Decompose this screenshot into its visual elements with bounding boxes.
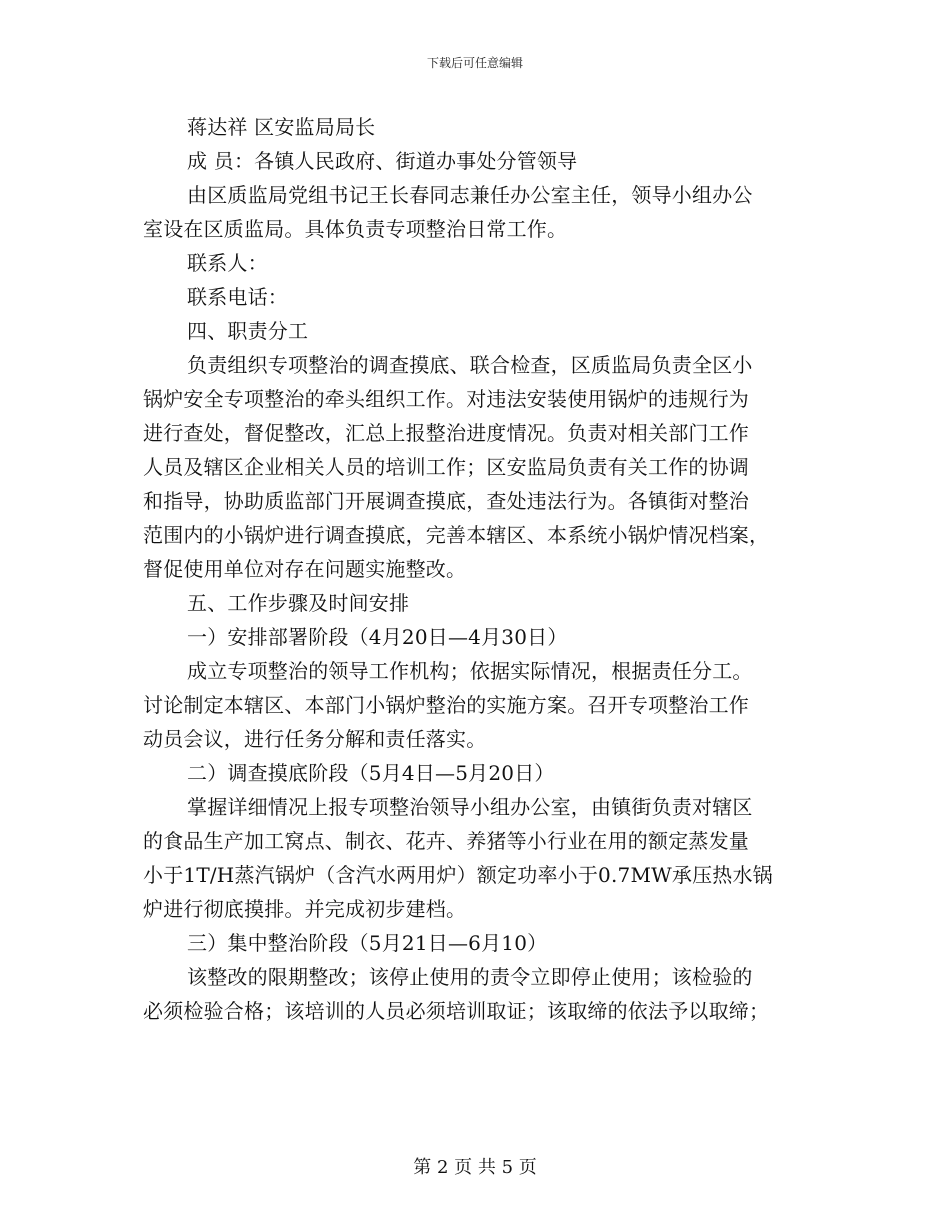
paragraph-line: 和指导，协助质监部门开展调查摸底，查处违法行为。各镇街对整治	[143, 489, 749, 513]
paragraph-line: 范围内的小锅炉进行调查摸底，完善本辖区、本系统小锅炉情况档案，	[143, 523, 770, 547]
paragraph-line: 该整改的限期整改；该停止使用的责令立即停止使用；该检验的	[187, 965, 753, 989]
paragraph-line: 负责组织专项整治的调查摸底、联合检查，区质监局负责全区小	[187, 353, 753, 377]
page-number: 第 2 页 共 5 页	[413, 1157, 537, 1178]
paragraph-line: 必须检验合格；该培训的人员必须培训取证；该取缔的依法予以取缔；	[143, 999, 770, 1023]
paragraph-line: 的食品生产加工窝点、制衣、花卉、养猪等小行业在用的额定蒸发量	[143, 829, 749, 853]
document-body	[143, 110, 805, 1028]
paragraph-line: 进行查处，督促整改，汇总上报整治进度情况。负责对相关部门工作	[143, 421, 749, 445]
paragraph-line: 动员会议，进行任务分解和责任落实。	[143, 727, 487, 751]
section-heading: 五、工作步骤及时间安排	[187, 591, 410, 615]
paragraph-line: 掌握详细情况上报专项整治领导小组办公室，由镇街负责对辖区	[187, 795, 753, 819]
contact-person-line: 联系人：	[187, 251, 268, 275]
section-heading: 四、职责分工	[187, 319, 309, 343]
contact-phone-line: 联系电话：	[187, 285, 288, 309]
paragraph-line: 成立专项整治的领导工作机构；依据实际情况，根据责任分工。	[187, 659, 753, 683]
paragraph-line: 督促使用单位对存在问题实施整改。	[143, 557, 467, 581]
subsection-heading: 一）安排部署阶段（4月20日—4月30日）	[187, 625, 568, 649]
subsection-heading: 三）集中整治阶段（5月21日—6月10）	[187, 931, 548, 955]
paragraph-line: 人员及辖区企业相关人员的培训工作；区安监局负责有关工作的协调	[143, 455, 749, 479]
paragraph-line: 讨论制定本辖区、本部门小锅炉整治的实施方案。召开专项整治工作	[143, 693, 749, 717]
subsection-heading: 二）调查摸底阶段（5月4日—5月20日）	[187, 761, 555, 785]
paragraph-line: 室设在区质监局。具体负责专项整治日常工作。	[143, 217, 568, 241]
paragraph-line: 由区质监局党组书记王长春同志兼任办公室主任，领导小组办公	[187, 183, 753, 207]
paragraph-line: 炉进行彻底摸排。并完成初步建档。	[143, 897, 467, 921]
member-line: 蒋达祥 区安监局局长	[187, 115, 376, 139]
header-note: 下载后可任意编辑	[426, 56, 523, 70]
members-line: 成 员：各镇人民政府、街道办事处分管领导	[187, 149, 578, 173]
paragraph-line: 小于1T/H蒸汽锅炉（含汽水两用炉）额定功率小于0.7MW承压热水锅	[143, 863, 773, 887]
paragraph-line: 锅炉安全专项整治的牵头组织工作。对违法安装使用锅炉的违规行为	[143, 387, 749, 411]
